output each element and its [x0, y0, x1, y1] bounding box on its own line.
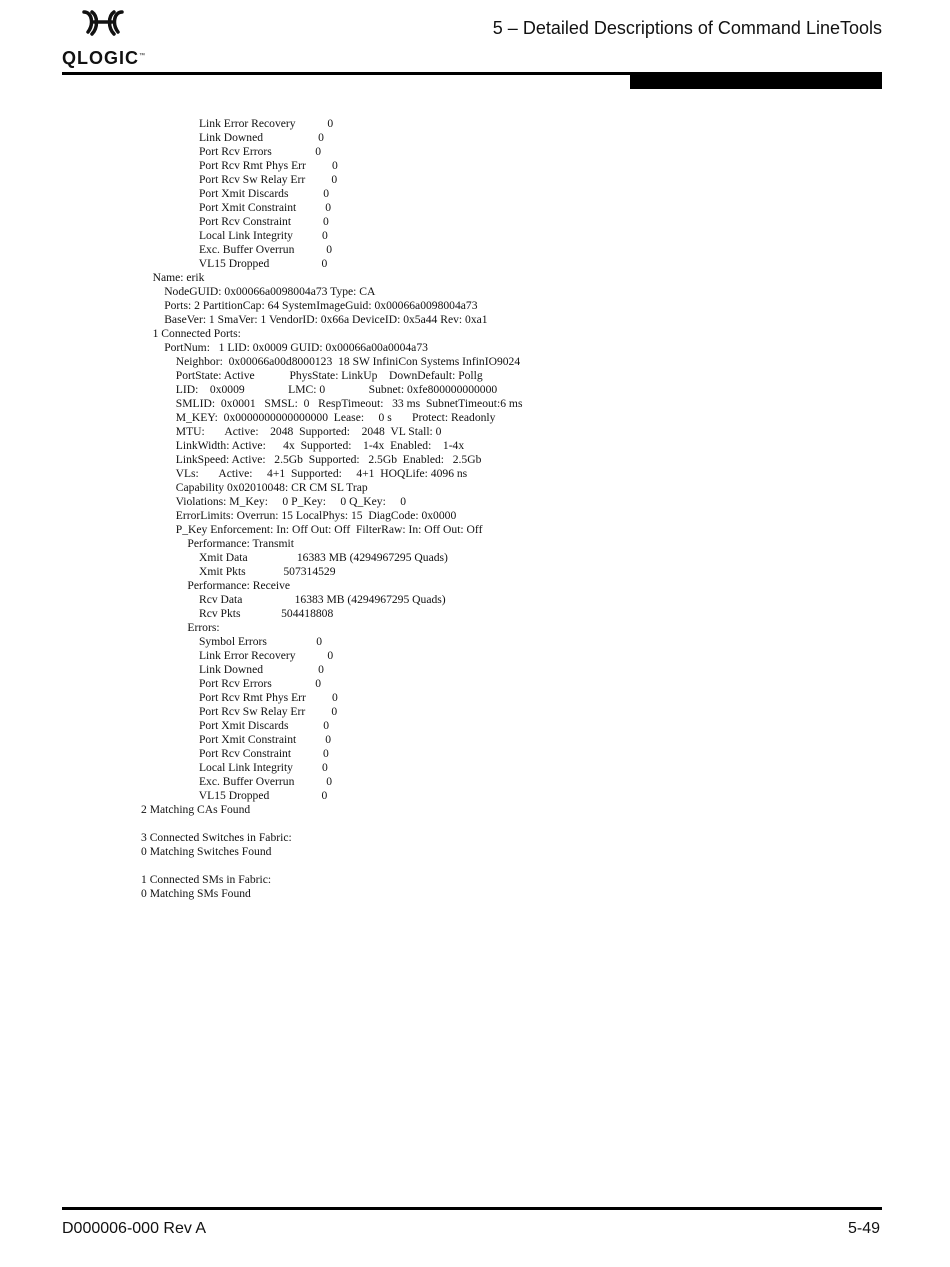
- code-line: VL15 Dropped 0: [141, 257, 328, 270]
- code-line: LinkWidth: Active: 4x Supported: 1-4x Enabled: 1-4x: [141, 439, 465, 452]
- code-line: Rcv Data 16383 MB (4294967295 Quads): [141, 593, 446, 606]
- page-number: 5-49: [847, 1220, 880, 1237]
- code-line: LID: 0x0009 LMC: 0 Subnet: 0xfe800000000000: [141, 383, 498, 396]
- code-line: Link Error Recovery 0: [141, 649, 334, 662]
- code-line: Port Xmit Constraint 0: [141, 733, 332, 746]
- code-line: PortNum: 1 LID: 0x0009 GUID: 0x00066a00a0004a73: [141, 341, 428, 354]
- code-line: PortState: Active PhysState: LinkUp DownDefault: Pollg: [141, 369, 483, 382]
- code-line: Rcv Pkts 504418808: [141, 607, 334, 620]
- code-line: Port Rcv Constraint 0: [141, 747, 329, 760]
- code-line: Port Rcv Rmt Phys Err 0: [141, 159, 338, 172]
- qlogic-logo-icon: [82, 10, 124, 38]
- code-line: Port Rcv Errors 0: [141, 145, 322, 158]
- code-line: [141, 859, 522, 873]
- page-header-title: 5 – Detailed Descriptions of Command LineTools: [492, 18, 882, 38]
- code-line: Link Error Recovery 0: [141, 117, 334, 130]
- command-output-listing: [141, 117, 522, 901]
- code-line: MTU: Active: 2048 Supported: 2048 VL Stall: 0: [141, 425, 442, 438]
- code-line: [141, 817, 522, 831]
- code-line: Exc. Buffer Overrun 0: [141, 243, 333, 256]
- code-line: P_Key Enforcement: In: Off Out: Off FilterRaw: In: Off Out: Off: [141, 523, 483, 536]
- code-line: Port Xmit Discards 0: [141, 187, 330, 200]
- code-line: Performance: Transmit: [141, 537, 294, 550]
- code-line: Local Link Integrity 0: [141, 761, 328, 774]
- code-line: Port Xmit Constraint 0: [141, 201, 332, 214]
- code-line: Exc. Buffer Overrun 0: [141, 775, 333, 788]
- code-line: LinkSpeed: Active: 2.5Gb Supported: 2.5Gb Enabled: 2.5Gb: [141, 453, 482, 466]
- code-line: Neighbor: 0x00066a00d8000123 18 SW InfiniCon Systems InfinIO9024: [141, 355, 521, 368]
- logo-text: QLOGIC™: [62, 48, 146, 68]
- code-line: VL15 Dropped 0: [141, 789, 328, 802]
- code-line: Ports: 2 PartitionCap: 64 SystemImageGuid: 0x00066a0098004a73: [141, 299, 478, 312]
- code-line: Errors:: [141, 621, 220, 634]
- code-line: Port Rcv Rmt Phys Err 0: [141, 691, 338, 704]
- code-line: Xmit Pkts 507314529: [141, 565, 336, 578]
- footer-rule: [62, 1207, 882, 1210]
- code-line: Port Rcv Sw Relay Err 0: [141, 705, 338, 718]
- code-line: Violations: M_Key: 0 P_Key: 0 Q_Key: 0: [141, 495, 407, 508]
- code-line: 0 Matching Switches Found: [141, 845, 272, 858]
- code-line: Link Downed 0: [141, 131, 324, 144]
- code-line: Port Xmit Discards 0: [141, 719, 330, 732]
- code-line: 1 Connected Ports:: [141, 327, 241, 340]
- code-line: 3 Connected Switches in Fabric:: [141, 831, 292, 844]
- code-line: Port Rcv Errors 0: [141, 677, 322, 690]
- code-line: Local Link Integrity 0: [141, 229, 328, 242]
- code-line: NodeGUID: 0x00066a0098004a73 Type: CA: [141, 285, 376, 298]
- code-line: ErrorLimits: Overrun: 15 LocalPhys: 15 DiagCode: 0x0000: [141, 509, 457, 522]
- code-line: BaseVer: 1 SmaVer: 1 VendorID: 0x66a DeviceID: 0x5a44 Rev: 0xa1: [141, 313, 488, 326]
- code-line: 0 Matching SMs Found: [141, 887, 251, 900]
- code-line: M_KEY: 0x0000000000000000 Lease: 0 s Protect: Readonly: [141, 411, 496, 424]
- code-line: Symbol Errors 0: [141, 635, 322, 648]
- code-line: 1 Connected SMs in Fabric:: [141, 873, 272, 886]
- code-line: Performance: Receive: [141, 579, 291, 592]
- code-line: Capability 0x02010048: CR CM SL Trap: [141, 481, 368, 494]
- code-line: Port Rcv Constraint 0: [141, 215, 329, 228]
- code-line: Port Rcv Sw Relay Err 0: [141, 173, 338, 186]
- code-line: 2 Matching CAs Found: [141, 803, 251, 816]
- header-tab-bar: [630, 75, 882, 89]
- qlogic-logo: [62, 10, 152, 68]
- code-line: Name: erik: [141, 271, 205, 284]
- code-line: Link Downed 0: [141, 663, 324, 676]
- code-line: VLs: Active: 4+1 Supported: 4+1 HOQLife: 4096 ns: [141, 467, 468, 480]
- code-line: SMLID: 0x0001 SMSL: 0 RespTimeout: 33 ms SubnetTimeout:6 ms: [141, 397, 523, 410]
- document-id: D000006-000 Rev A: [62, 1220, 207, 1237]
- code-line: Xmit Data 16383 MB (4294967295 Quads): [141, 551, 448, 564]
